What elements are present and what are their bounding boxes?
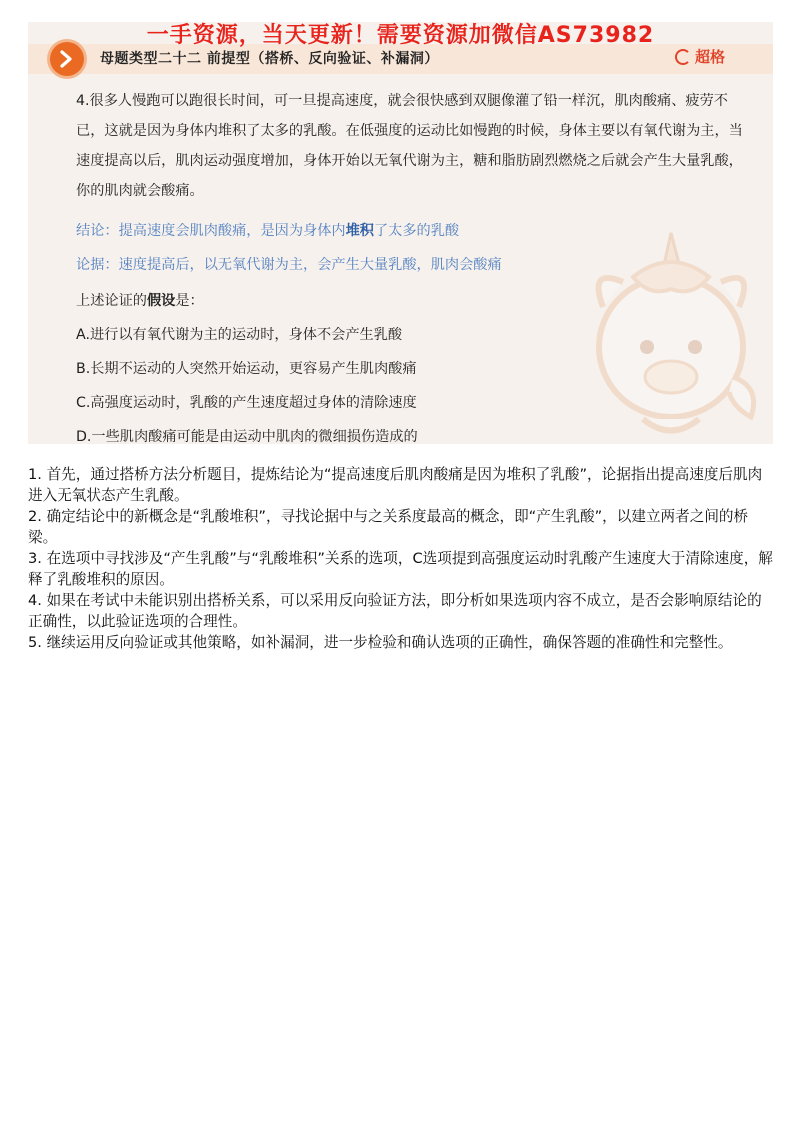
conclusion-suffix: 了太多的乳酸 xyxy=(373,223,460,239)
option-a: A.进行以有氧代谢为主的运动时，身体不会产生乳酸 xyxy=(76,327,403,343)
question-text: 4.很多人慢跑可以跑很长时间，可一旦提高速度，就会很快感到双腿像灌了铅一样沉，肌肉酸痛、疲劳不已，这就是因为身体内堆积了太多的乳酸。在低强度的运动比如慢跑的时候，身体主要以有氧代谢为主，当速度提高以后，肌肉运动强度增加，身体开始以无氧代谢为主，糖和脂肪剧烈燃烧之后就会产生大量乳酸，你的肌肉就会酸痛。 xyxy=(76,93,743,199)
explanation-step-5: 5. 继续运用反向验证或其他策略，如补漏洞，进一步检验和确认选项的正确性，确保答题的准确性和完整性。 xyxy=(28,634,733,651)
option-d: D.一些肌肉酸痛可能是由运动中肌肉的微细损伤造成的 xyxy=(76,429,418,444)
explanation-step-3: 3. 在选项中寻找涉及“产生乳酸”与“乳酸堆积”关系的选项，C选项提到高强度运动时乳酸产生速度大于清除速度，解释了乳酸堆积的原因。 xyxy=(28,550,773,588)
conclusion-line xyxy=(76,220,756,242)
answer-options xyxy=(76,324,756,444)
brand-g-icon xyxy=(675,49,691,65)
explanation-step-1: 1. 首先，通过搭桥方法分析题目，提炼结论为“提高速度后肌肉酸痛是因为堆积了乳酸”，论据指出提高速度后肌肉进入无氧状态产生乳酸。 xyxy=(28,466,763,504)
question-screenshot-panel xyxy=(28,22,773,444)
question-content xyxy=(76,86,756,444)
assumption-prefix: 上述论证的 xyxy=(76,293,147,309)
conclusion-prefix: 结论：提高速度会肌肉酸痛，是因为身体内 xyxy=(76,223,346,239)
assumption-prompt xyxy=(76,290,756,312)
watermark-banner: 一手资源，当天更新！需要资源加微信AS73982 xyxy=(146,23,655,48)
conclusion-emphasis: 堆积 xyxy=(345,223,374,239)
brand-name: 超格 xyxy=(694,48,725,66)
evidence-line: 论据：速度提高后，以无氧代谢为主，会产生大量乳酸，肌肉会酸痛 xyxy=(76,257,502,273)
explanation-step-4: 4. 如果在考试中未能识别出搭桥关系，可以采用反向验证方法，即分析如果选项内容不成立，是否会影响原结论的正确性，以此验证选项的合理性。 xyxy=(28,592,762,630)
option-c: C.高强度运动时，乳酸的产生速度超过身体的清除速度 xyxy=(76,395,417,411)
assumption-emphasis: 假设 xyxy=(146,293,176,309)
explanation-step-2: 2. 确定结论中的新概念是“乳酸堆积”，寻找论据中与之关系度最高的概念，即“产生乳酸”，以建立两者之间的桥梁。 xyxy=(28,508,749,546)
header-title: 母题类型二十二 前提型（搭桥、反向验证、补漏洞） xyxy=(100,51,439,67)
option-b: B.长期不运动的人突然开始运动，更容易产生肌肉酸痛 xyxy=(76,361,417,377)
explanation-list xyxy=(28,464,774,653)
assumption-suffix: 是： xyxy=(175,293,204,309)
